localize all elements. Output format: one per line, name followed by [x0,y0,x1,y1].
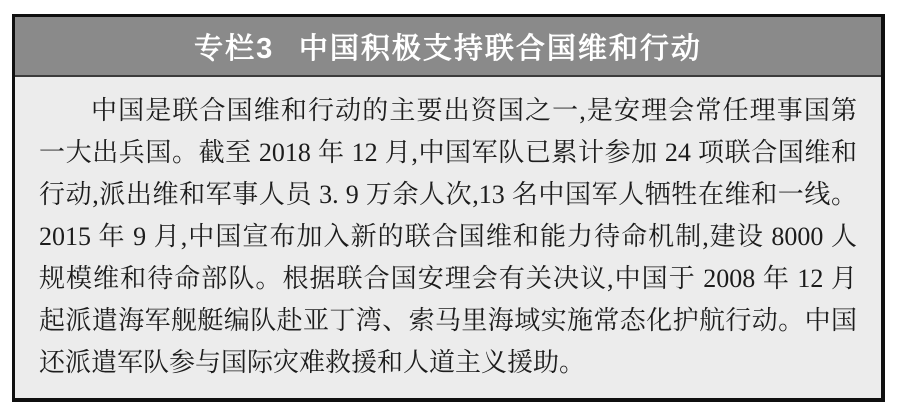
text-line: 中国是联合国维和行动的主要出资国之一,是安理会常任理事国第 [91,96,857,125]
text-line: 规模维和待命部队。根据联合国安理会有关决议,中国于 2008 年 12 月 [39,264,857,293]
box-title: 中国积极支持联合国维和行动 [298,32,702,65]
text-line: 还派遣军队参与国际灾难救援和人道主义援助。 [39,348,586,377]
text-line: 2015 年 9 月,中国宣布加入新的联合国维和能力待命机制,建设 8000 人 [39,222,857,251]
info-box [12,14,885,402]
text-line: 行动,派出维和军事人员 3. 9 万余人次,13 名中国军人牺牲在维和一线。 [39,180,857,209]
info-box-header [15,17,881,77]
info-box-body [15,77,881,384]
box-number-label: 专栏3 [194,32,275,65]
text-line: 起派遣海军舰艇编队赴亚丁湾、索马里海域实施常态化护航行动。中国 [39,306,857,335]
text-line: 一大出兵国。截至 2018 年 12 月,中国军队已累计参加 24 项联合国维和 [39,138,857,167]
